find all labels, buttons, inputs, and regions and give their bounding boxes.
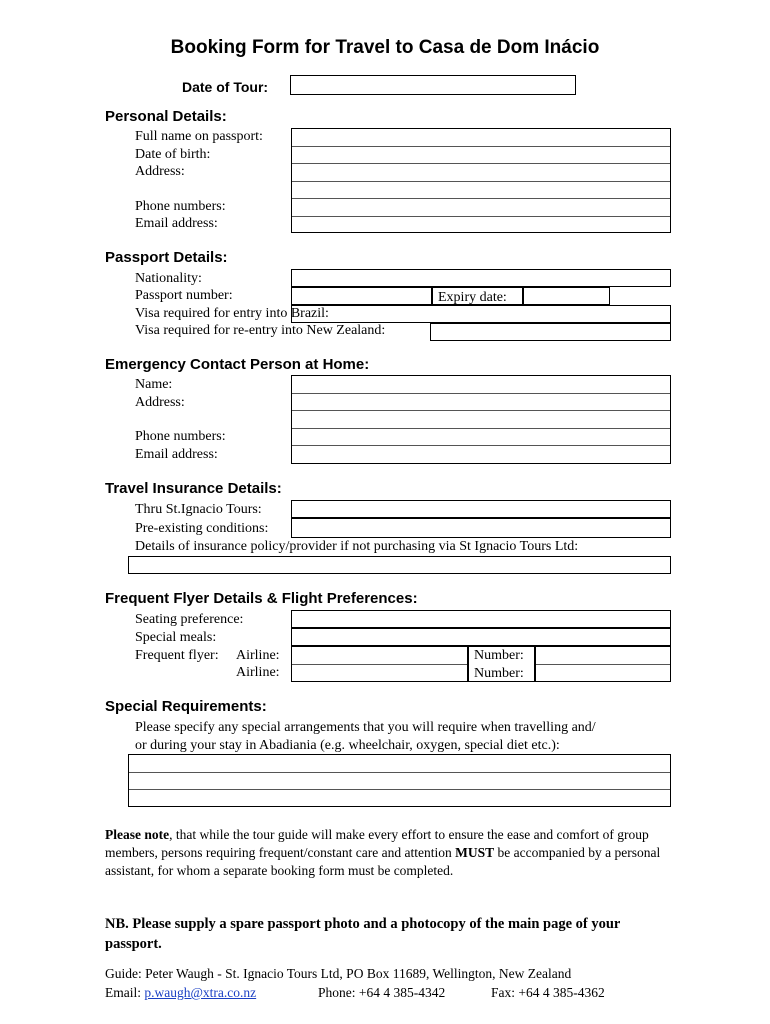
airline-2-label: Airline: bbox=[236, 665, 280, 680]
emergency-email-label: Email address: bbox=[135, 447, 218, 462]
visa-brazil-field[interactable] bbox=[291, 305, 671, 323]
emergency-address-field-2[interactable] bbox=[292, 411, 670, 429]
passport-number-field[interactable] bbox=[291, 287, 432, 305]
special-requirements-field-2[interactable] bbox=[129, 773, 670, 791]
emergency-phone-field[interactable] bbox=[292, 429, 670, 447]
visa-brazil-label: Visa required for entry into Brazil: bbox=[135, 306, 329, 321]
number-label-cell bbox=[468, 646, 535, 682]
nationality-label: Nationality: bbox=[135, 271, 202, 286]
emergency-address-field-1[interactable] bbox=[292, 394, 670, 412]
number-1-label: Number: bbox=[474, 648, 524, 663]
footer-guide: Guide: Peter Waugh - St. Ignacio Tours Ltd, PO Box 11689, Wellington, New Zealand bbox=[105, 966, 572, 981]
nb-passport-note: NB. Please supply a spare passport photo and a photocopy of the main page of your passport. bbox=[105, 916, 621, 952]
number-1-field[interactable] bbox=[536, 647, 670, 665]
expiry-date-label: Expiry date: bbox=[438, 290, 507, 305]
meals-field[interactable] bbox=[291, 628, 671, 646]
preexisting-field[interactable] bbox=[291, 518, 671, 538]
dob-label: Date of birth: bbox=[135, 147, 211, 162]
meals-label: Special meals: bbox=[135, 630, 217, 645]
footer-fax: Fax: +64 4 385-4362 bbox=[491, 985, 605, 1000]
passport-details-heading: Passport Details: bbox=[105, 249, 228, 266]
nationality-field[interactable] bbox=[291, 269, 671, 287]
address-field-2[interactable] bbox=[292, 182, 670, 200]
airline-1-field[interactable] bbox=[292, 647, 467, 665]
special-requirements-field-1[interactable] bbox=[129, 755, 670, 773]
footer-phone: Phone: +64 4 385-4342 bbox=[318, 985, 446, 1000]
full-name-label: Full name on passport: bbox=[135, 129, 263, 144]
seating-label: Seating preference: bbox=[135, 612, 244, 627]
visa-nz-field[interactable] bbox=[430, 323, 671, 341]
number-2-field[interactable] bbox=[536, 665, 670, 683]
personal-details-box bbox=[291, 128, 671, 233]
special-requirements-field-3[interactable] bbox=[129, 790, 670, 808]
visa-nz-label: Visa required for re-entry into New Zealand: bbox=[135, 323, 386, 338]
insurance-thru-label: Thru St.Ignacio Tours: bbox=[135, 502, 262, 517]
full-name-field[interactable] bbox=[292, 129, 670, 147]
footer-email-line bbox=[105, 985, 256, 1001]
footer-email-link[interactable]: p.waugh@xtra.co.nz bbox=[144, 985, 257, 1000]
special-requirements-box bbox=[128, 754, 671, 807]
frequent-flyer-label: Frequent flyer: bbox=[135, 648, 219, 663]
airline-1-label: Airline: bbox=[236, 648, 280, 663]
expiry-date-field[interactable] bbox=[523, 287, 610, 305]
date-of-tour-label: Date of Tour: bbox=[182, 79, 269, 95]
special-instructions-line-1: Please specify any special arrangements that you will require when travelling and/ bbox=[135, 720, 596, 735]
email-field[interactable] bbox=[292, 217, 670, 235]
address-field-1[interactable] bbox=[292, 164, 670, 182]
emergency-name-label: Name: bbox=[135, 377, 173, 392]
emergency-contact-box bbox=[291, 375, 671, 464]
number-2-label: Number: bbox=[474, 666, 524, 681]
insurance-details-label: Details of insurance policy/provider if not purchasing via St Ignacio Tours Ltd: bbox=[135, 539, 579, 554]
passport-number-label: Passport number: bbox=[135, 288, 233, 303]
seating-field[interactable] bbox=[291, 610, 671, 628]
address-label: Address: bbox=[135, 164, 185, 179]
footer-email-label: Email: bbox=[105, 985, 141, 1000]
insurance-thru-field[interactable] bbox=[291, 500, 671, 518]
emergency-address-label: Address: bbox=[135, 395, 185, 410]
frequent-flyer-heading: Frequent Flyer Details & Flight Preferences: bbox=[105, 590, 418, 607]
preexisting-label: Pre-existing conditions: bbox=[135, 521, 269, 536]
airline-box bbox=[291, 646, 468, 682]
note-text-1: , that while the tour guide will make every effort to ensure the ease and comfort of group members, persons requiring frequent/constant care and attention bbox=[105, 827, 649, 860]
number-box bbox=[535, 646, 671, 682]
emergency-name-field[interactable] bbox=[292, 376, 670, 394]
phone-label: Phone numbers: bbox=[135, 199, 226, 214]
insurance-details-field[interactable] bbox=[128, 556, 671, 574]
note-bold-must: MUST bbox=[455, 845, 495, 860]
dob-field[interactable] bbox=[292, 147, 670, 165]
special-requirements-heading: Special Requirements: bbox=[105, 698, 267, 715]
personal-details-heading: Personal Details: bbox=[105, 108, 227, 125]
date-of-tour-field[interactable] bbox=[290, 75, 576, 95]
phone-field[interactable] bbox=[292, 199, 670, 217]
emergency-phone-label: Phone numbers: bbox=[135, 429, 226, 444]
airline-2-field[interactable] bbox=[292, 665, 467, 683]
note-bold-lead: Please note bbox=[105, 827, 170, 842]
special-instructions-line-2: or during your stay in Abadiania (e.g. wheelchair, oxygen, special diet etc.): bbox=[135, 738, 560, 753]
emergency-email-field[interactable] bbox=[292, 446, 670, 464]
email-label: Email address: bbox=[135, 216, 218, 231]
expiry-date-cell bbox=[432, 287, 523, 305]
care-note bbox=[105, 826, 665, 880]
emergency-contact-heading: Emergency Contact Person at Home: bbox=[105, 356, 370, 373]
note-text-2: be accompanied by a personal assistant, for whom a separate booking form must be completed. bbox=[105, 845, 661, 878]
insurance-heading: Travel Insurance Details: bbox=[105, 480, 282, 497]
form-title: Booking Form for Travel to Casa de Dom Inácio bbox=[170, 37, 600, 58]
